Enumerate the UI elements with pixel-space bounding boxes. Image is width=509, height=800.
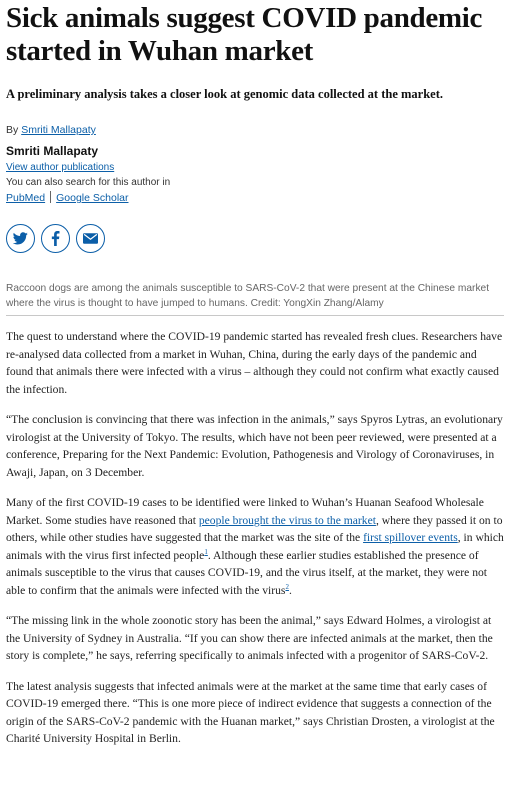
email-icon <box>83 233 98 244</box>
share-email-button[interactable] <box>76 224 105 253</box>
pubmed-link[interactable]: PubMed <box>6 192 46 204</box>
link-separator <box>50 191 51 203</box>
link-first-spillover-events[interactable]: first spillover events <box>363 531 458 544</box>
facebook-icon <box>51 231 60 246</box>
body-paragraph-3 <box>6 494 504 599</box>
body-paragraph-4: “The missing link in the whole zoonotic story has been the animal,” says Edward Holmes, a virologist at the University of Sydney in Australia. “If you can show there are infected animals at the market, then the story is complete,” he says, referring specifically to animals infected with a progenitor of SARS-CoV-2. <box>6 614 493 662</box>
reference-2-link[interactable]: 2 <box>285 582 289 591</box>
reference-1-link[interactable]: 1 <box>204 547 208 556</box>
image-caption: Raccoon dogs are among the animals susceptible to SARS-CoV-2 that were present at the Chinese market where the virus is thought to have jumped to humans. Credit: YongXin Zhang/Alamy <box>6 283 490 309</box>
link-people-brought-virus[interactable]: people brought the virus to the market <box>198 513 376 527</box>
google-scholar-link[interactable]: Google Scholar <box>56 192 129 204</box>
byline <box>6 124 96 136</box>
body-paragraph-1: The quest to understand where the COVID-19 pandemic started has revealed fresh clues. Researchers have re-analysed data collected from a market in Wuhan, China, during the early days of the pandemic and found that animals there were infected with a virus – although they could not confirm what exactly caused the infection. <box>6 330 503 396</box>
article-body <box>6 328 504 761</box>
author-search-links <box>6 191 129 204</box>
article-title: Sick animals suggest COVID pandemic started in Wuhan market <box>6 2 483 67</box>
twitter-icon <box>13 232 28 245</box>
p3-text-e: . <box>288 583 292 597</box>
author-search-note: You can also search for this author in <box>6 177 171 188</box>
share-facebook-button[interactable] <box>41 224 70 253</box>
p3-text-d: . Although these earlier studies established the presence of animals susceptible to the virus that causes COVID-19, and the virus itself, at the market, they were not able to confirm that the animals were infected with the virus <box>6 548 488 597</box>
author-name: Smriti Mallapaty <box>6 144 99 158</box>
article-standfirst: A preliminary analysis takes a closer look at genomic data collected at the market. <box>6 87 443 101</box>
p3-text-c: , in which animals with the virus first infected people <box>6 531 504 562</box>
p3-text-a: Many of the first COVID-19 cases to be identified were linked to Wuhan’s Huanan Seafood Wholesale Market. Some studies have reasoned that <box>6 496 484 527</box>
body-paragraph-5: The latest analysis suggests that infected animals were at the market at the same time that early cases of COVID-19 emerged there. “This is one more piece of indirect evidence that suggests a connection of the origin of the SARS-CoV-2 pandemic with the Huanan market,” says Christian Drosten, a virologist at the Charité University Hospital in Berlin. <box>6 679 495 745</box>
share-buttons <box>6 224 105 253</box>
byline-prefix: By <box>6 124 19 136</box>
body-paragraph-2: “The conclusion is convincing that there was infection in the animals,” says Spyros Lytras, an evolutionary virologist at the University of Tokyo. The results, which have not been peer reviewed, were presented at a conference, Preparing for the Next Pandemic: Evolution, Pathogenesis and Virology of Coronaviruses, in Awaji, Japan, on 3 December. <box>6 413 503 479</box>
byline-author-link[interactable]: Smriti Mallapaty <box>21 124 96 136</box>
author-publications-link[interactable]: View author publications <box>6 162 115 173</box>
share-twitter-button[interactable] <box>6 224 35 253</box>
caption-divider <box>6 315 504 316</box>
p3-text-b: , where they passed it on to others, while other studies have suggested that the market was the site of the <box>6 513 503 544</box>
